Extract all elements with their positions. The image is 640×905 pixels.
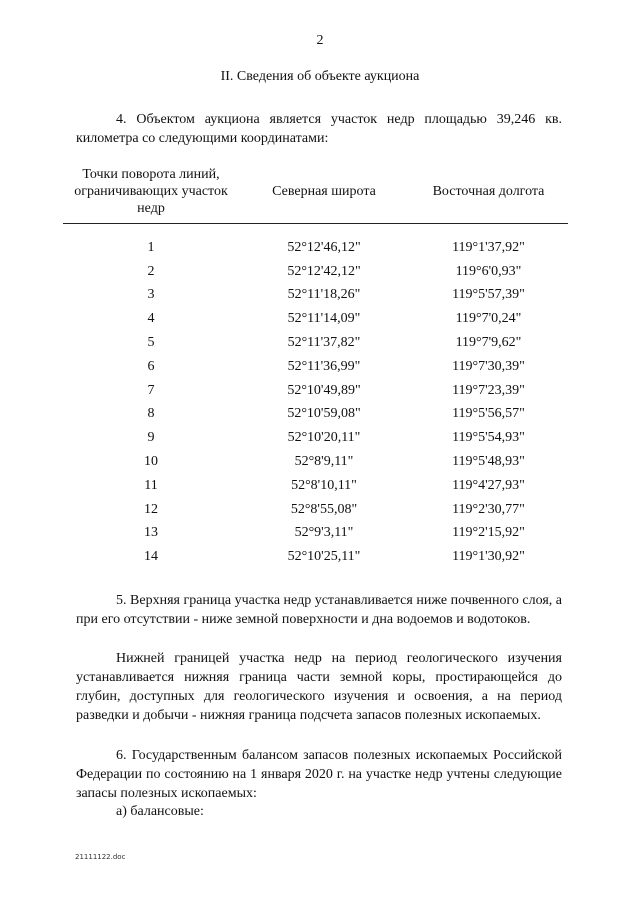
coordinates-table xyxy=(63,162,568,569)
north-latitude-cell: 52°8'9,11" xyxy=(294,454,354,470)
table-row xyxy=(63,260,568,284)
north-latitude-cell: 52°9'3,11" xyxy=(294,525,354,541)
north-latitude-cell: 52°10'59,08" xyxy=(287,406,361,422)
north-latitude-cell: 52°10'25,11" xyxy=(287,549,361,565)
point-number-cell: 1 xyxy=(147,239,155,255)
north-latitude-cell: 52°10'49,89" xyxy=(287,382,361,398)
header-north-latitude: Северная широта xyxy=(239,162,409,224)
paragraph-lower-boundary: Нижней границей участка недр на период геологического изучения устанавливается нижняя граница части земной коры, простирающейся до глубин, доступных для геологического изучения и освоения, а на период разведки и добычи - нижняя граница подсчета запасов полезных ископаемых. xyxy=(76,651,562,723)
north-latitude-cell: 52°12'42,12" xyxy=(287,263,361,279)
paragraph-4: 4. Объектом аукциона является участок недр площадью 39,246 кв. километра со следующими координатами: xyxy=(76,112,562,146)
point-number-cell: 13 xyxy=(144,525,158,541)
north-latitude-cell: 52°8'55,08" xyxy=(290,501,358,517)
table-spacer-row xyxy=(63,224,568,237)
point-number-cell: 14 xyxy=(144,549,158,565)
north-latitude-cell: 52°11'18,26" xyxy=(287,287,361,303)
table-row xyxy=(63,545,568,569)
east-longitude-cell: 119°1'37,92" xyxy=(452,239,525,255)
east-longitude-cell: 119°7'9,62" xyxy=(455,335,522,351)
table-row xyxy=(63,426,568,450)
north-latitude-cell: 52°8'10,11" xyxy=(291,477,357,493)
north-latitude-cell: 52°11'14,09" xyxy=(287,311,361,327)
east-longitude-cell: 119°7'0,24" xyxy=(455,311,522,327)
east-longitude-cell: 119°4'27,93" xyxy=(452,477,525,493)
file-name-footer: 21111122.doc xyxy=(75,853,126,861)
east-longitude-cell: 119°5'57,39" xyxy=(452,287,525,303)
point-number-cell: 10 xyxy=(144,454,158,470)
section-title: II. Сведения об объекте аукциона xyxy=(220,69,420,84)
east-longitude-cell: 119°5'54,93" xyxy=(452,430,525,446)
table-row xyxy=(63,284,568,308)
east-longitude-cell: 119°5'48,93" xyxy=(452,454,525,470)
table-row xyxy=(63,498,568,522)
point-number-cell: 12 xyxy=(144,501,158,517)
point-number-cell: 9 xyxy=(147,430,155,446)
east-longitude-cell: 119°2'15,92" xyxy=(452,525,525,541)
paragraph-a-balance: а) балансовые: xyxy=(116,804,204,819)
point-number-cell: 8 xyxy=(147,406,155,422)
table-row xyxy=(63,307,568,331)
east-longitude-cell: 119°6'0,93" xyxy=(455,263,522,279)
point-number-cell: 11 xyxy=(144,477,158,493)
table-row xyxy=(63,331,568,355)
point-number-cell: 5 xyxy=(147,335,155,351)
east-longitude-cell: 119°5'56,57" xyxy=(452,406,525,422)
header-east-longitude: Восточная долгота xyxy=(409,162,568,224)
page-number: 2 xyxy=(316,33,324,48)
table-row xyxy=(63,236,568,260)
table-row xyxy=(63,379,568,403)
point-number-cell: 7 xyxy=(147,382,155,398)
header-turning-points: Точки поворота линий, ограничивающих участок недр xyxy=(63,162,239,224)
coordinates-table-body xyxy=(63,224,568,570)
north-latitude-cell: 52°11'36,99" xyxy=(287,358,361,374)
table-row xyxy=(63,403,568,427)
table-row xyxy=(63,450,568,474)
east-longitude-cell: 119°2'30,77" xyxy=(452,501,525,517)
east-longitude-cell: 119°1'30,92" xyxy=(452,549,525,565)
north-latitude-cell: 52°11'37,82" xyxy=(287,335,361,351)
paragraph-6: 6. Государственным балансом запасов полезных ископаемых Российской Федерации по состоянию на 1 января 2020 г. на участке недр учтены следующие запасы полезных ископаемых: xyxy=(76,748,562,801)
east-longitude-cell: 119°7'23,39" xyxy=(452,382,525,398)
north-latitude-cell: 52°10'20,11" xyxy=(287,430,361,446)
paragraph-5: 5. Верхняя граница участка недр устанавливается ниже почвенного слоя, а при его отсутствии - ниже земной поверхности и дна водоемов и водотоков. xyxy=(76,593,562,627)
point-number-cell: 6 xyxy=(147,358,155,374)
point-number-cell: 2 xyxy=(147,263,155,279)
north-latitude-cell: 52°12'46,12" xyxy=(287,239,361,255)
point-number-cell: 3 xyxy=(147,287,155,303)
east-longitude-cell: 119°7'30,39" xyxy=(452,358,525,374)
point-number-cell: 4 xyxy=(147,311,155,327)
table-row xyxy=(63,522,568,546)
table-header-row xyxy=(63,162,568,224)
table-row xyxy=(63,355,568,379)
table-row xyxy=(63,474,568,498)
